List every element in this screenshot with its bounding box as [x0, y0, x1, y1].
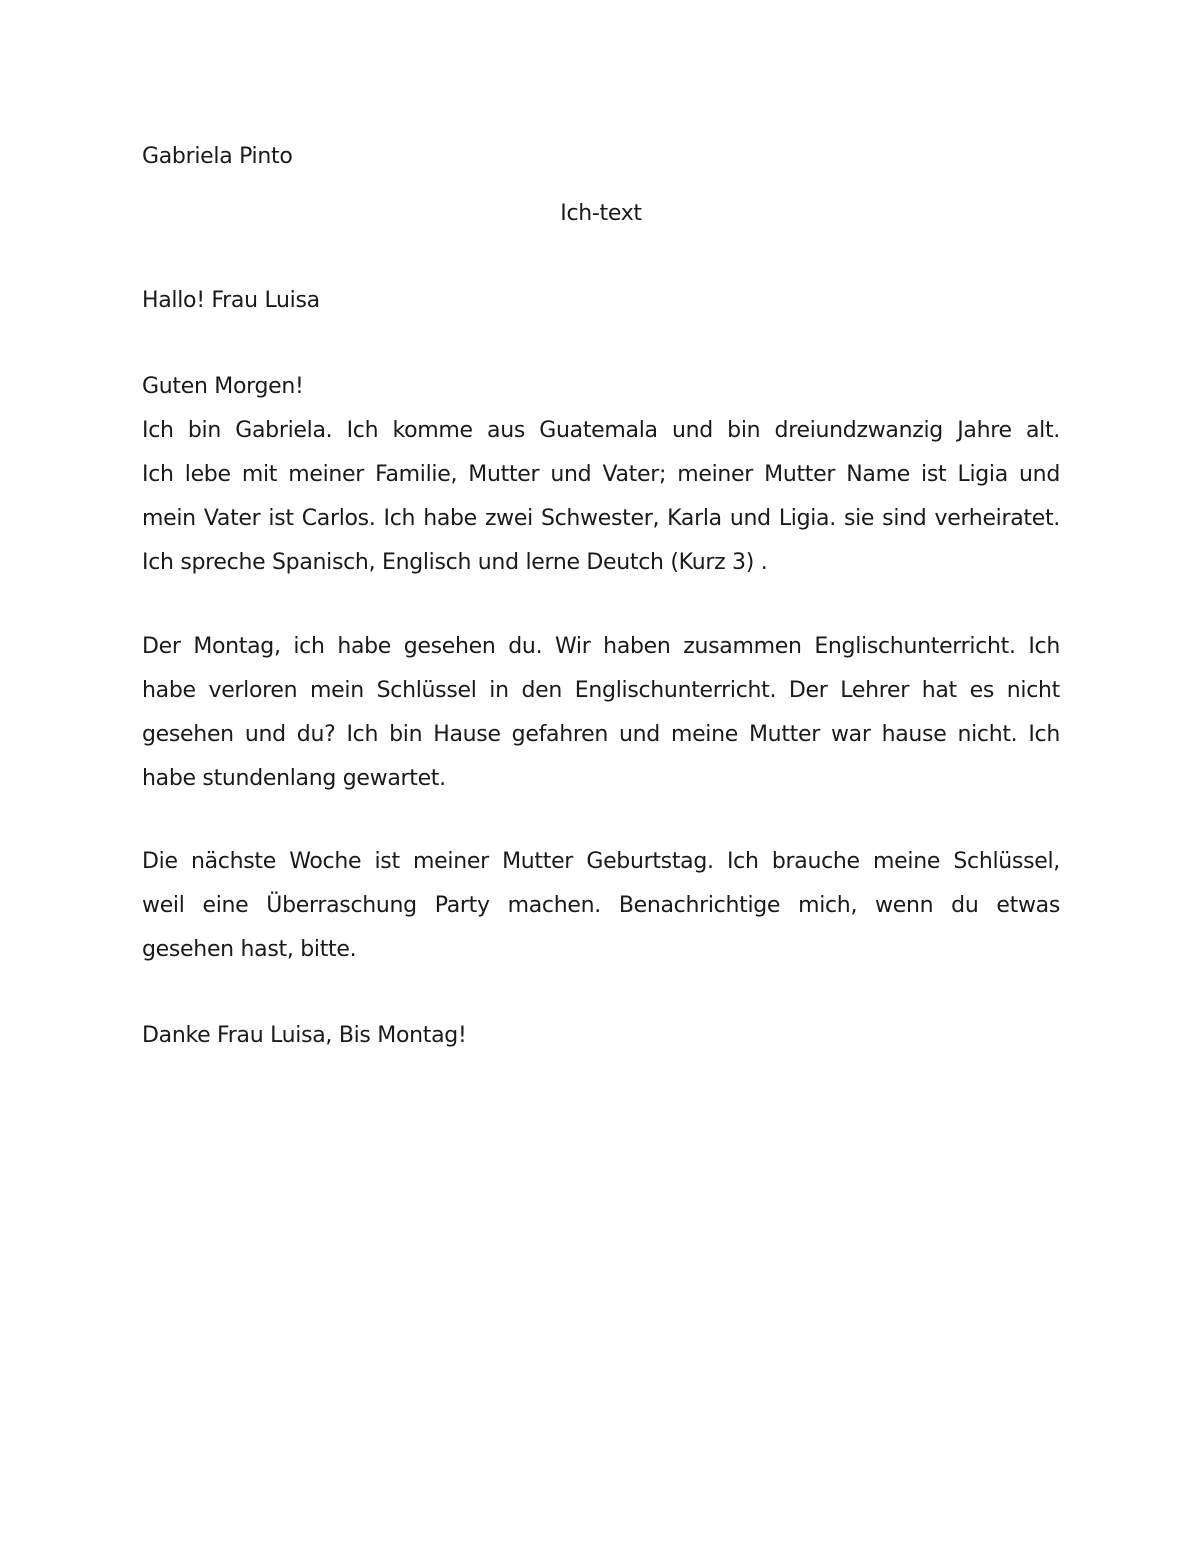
- paragraph-birthday: [142, 840, 1060, 972]
- paragraph-line: Ich lebe mit meiner Familie, Mutter und Vater; meiner Mutter Name ist Ligia und: [142, 462, 1060, 487]
- paragraph-line: habe verloren mein Schlüssel in den Englischunterricht. Der Lehrer hat es nicht: [142, 678, 1060, 703]
- greeting: Guten Morgen!: [142, 374, 304, 399]
- paragraph-line: mein Vater ist Carlos. Ich habe zwei Schwester, Karla und Ligia. sie sind verheiratet.: [142, 506, 1060, 531]
- closing: Danke Frau Luisa, Bis Montag!: [142, 1023, 467, 1048]
- paragraph-line: Ich bin Gabriela. Ich komme aus Guatemala und bin dreiundzwanzig Jahre alt.: [142, 418, 1060, 443]
- salutation: Hallo! Frau Luisa: [142, 288, 320, 313]
- paragraph-line: habe stundenlang gewartet.: [142, 766, 446, 791]
- paragraph-lost-key: [142, 625, 1060, 801]
- paragraph-line: gesehen und du? Ich bin Hause gefahren und meine Mutter war hause nicht. Ich: [142, 722, 1060, 747]
- author-name: Gabriela Pinto: [142, 144, 293, 169]
- paragraph-line: gesehen hast, bitte.: [142, 937, 357, 962]
- paragraph-line: Ich spreche Spanisch, Englisch und lerne Deutch (Kurz 3) .: [142, 550, 768, 575]
- paragraph-line: weil eine Überraschung Party machen. Benachrichtige mich, wenn du etwas: [142, 893, 1060, 918]
- document-title: Ich-text: [560, 201, 642, 226]
- paragraph-line: Der Montag, ich habe gesehen du. Wir haben zusammen Englischunterricht. Ich: [142, 634, 1060, 659]
- paragraph-line: Die nächste Woche ist meiner Mutter Geburtstag. Ich brauche meine Schlüssel,: [142, 849, 1060, 874]
- paragraph-introduction: [142, 409, 1060, 585]
